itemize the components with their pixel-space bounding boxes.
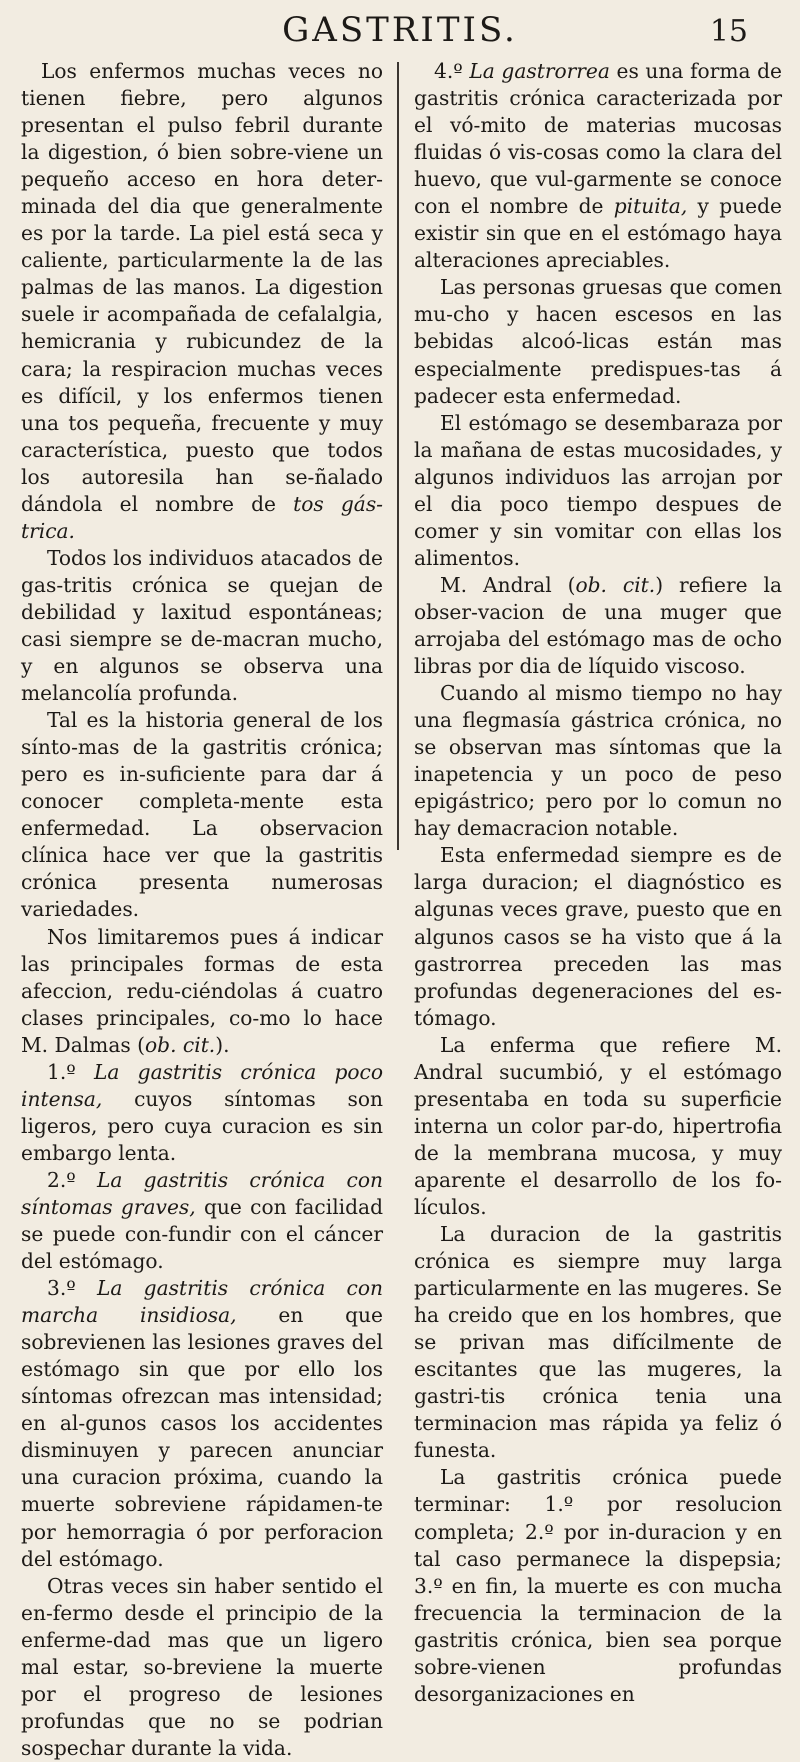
citation: ob. cit. [575, 572, 656, 597]
paragraph: El estómago se desembaraza por la mañana de estas mucosidades, y algunos individuos las arrojan por el dia poco tiempo despues de comer y sin vomitar con ellas los alimentos. [414, 410, 782, 570]
list-item: 4.º La gastrorrea es una forma de gastritis crónica caracterizada por el vó-mito de materias mucosas fluidas ó vis-cosas como la clara del huevo, que vul-garmente se conoce con el nombre de pituita, y puede existir sin que en el estómago haya alteraciones apreciables. [414, 59, 782, 273]
paragraph: Esta enfermedad siempre es de larga duracion; el diagnóstico es algunas veces grave, puesto que en algunos casos se ha visto que á la gastrorrea preceden las mas profundas degeneraciones del es-tómago. [414, 843, 782, 1030]
list-item: 2.º La gastritis crónica con síntomas graves, que con facilidad se puede con-fundir con el cáncer del estómago. [21, 1167, 384, 1274]
paragraph: Las personas gruesas que comen mu-cho y hacen escesos en las bebidas alcoó-licas están mas especialmente predispues-tas á padecer esta enfermedad. [414, 275, 782, 408]
paragraph: Tal es la historia general de los sínto-mas de la gastritis crónica; pero es in-suficiente para dar á conocer completa-mente esta enfermedad. La observacion clínica hace ver que la gastritis crónica presenta numerosas variedades. [21, 708, 383, 922]
paragraph: La enferma que refiere M. Andral sucumbió, y el estómago presentaba en toda su superficie interna un color par-do, hipertrofia de la membrana mucosa, y muy aparente el desarrollo de los fo-lículos. [414, 1032, 782, 1219]
paragraph: La duracion de la gastritis crónica es siempre muy larga particularmente en las mugeres. Se ha creido que en los hombres, que se privan mas difícilmente de escitantes que las mugeres, la gastri-tis crónica tenia una terminacion mas rápida ya feliz ó funesta. [414, 1222, 782, 1463]
paragraph: Todos los individuos atacados de gas-tritis crónica se quejan de debilidad y laxitud espontáneas; casi siempre se de-macran mucho, y en algunos se observa una melancolía profunda. [21, 545, 383, 706]
paragraph: Los enfermos muchas veces no tienen fiebre, pero algunos presentan el pulso febril durante la digestion, ó bien sobre-viene un pequeño acceso en hora deter-minada del dia que generalmente es por la tarde. La piel está seca y caliente, particularmente la de las palmas de las manos. La digestion suele ir acompañada de cefalalgia, hemicrania y rubicundez de la cara; la respiracion muchas veces es difícil, y los enfermos tienen una tos pequeña, frecuente y muy característica, puesto que todos los autoresila han se-ñalado dándola el nombre de tos gás-trica. [21, 59, 383, 543]
paragraph: Nos limitaremos pues á indicar las principales formas de esta afeccion, redu-ciéndolas á cuatro clases principales, co-mo lo hace M. Dalmas (ob. cit.). [21, 924, 383, 1057]
right-column [414, 58, 782, 1708]
page-header [0, 10, 800, 54]
list-item: 3.º La gastritis crónica con marcha insidiosa, en que sobrevienen las lesiones graves del estómago sin que por ello los síntomas ofrezcan mas intensidad; en al-gunos casos los accidentes disminuyen y parecen anunciar una curacion próxima, cuando la muerte sobreviene rápidamen-te por hemorragia ó por perforacion del estómago. [21, 1276, 384, 1571]
paragraph: La gastritis crónica puede terminar: 1.º por resolucion completa; 2.º por in-duracion y en tal caso permanece la dispepsia; 3.º en fin, la muerte es con mucha frecuencia la terminacion de la gastritis crónica, bien sea porque sobre-vienen profundas desorganizaciones en [414, 1465, 782, 1706]
italic-term: tos gás-trica. [21, 491, 383, 543]
left-column [21, 58, 383, 1762]
citation: ob. cit. [145, 1032, 216, 1057]
paragraph: Cuando al mismo tiempo no hay una flegmasía gástrica crónica, no se observan mas síntomas que la inapetencia y un poco de peso epigástrico; pero por lo comun no hay demacracion notable. [414, 681, 782, 841]
paragraph: Otras veces sin haber sentido el en-fermo desde el principio de la enferme-dad mas que un ligero mal estar, so-breviene la muerte por el progreso de lesiones profundas que no se podrian sospechar durante la vida. [21, 1573, 383, 1760]
list-item: 1.º La gastritis crónica poco intensa, cuyos síntomas son ligeros, pero cuya curacion es sin embargo lenta. [21, 1059, 384, 1165]
running-head: GASTRITIS. [282, 10, 518, 50]
paragraph: M. Andral (ob. cit.) refiere la obser-vacion de una muger que arrojaba del estómago mas de ocho libras por dia de líquido viscoso. [414, 572, 783, 679]
column-divider [397, 62, 399, 850]
page-number: 15 [709, 14, 748, 49]
